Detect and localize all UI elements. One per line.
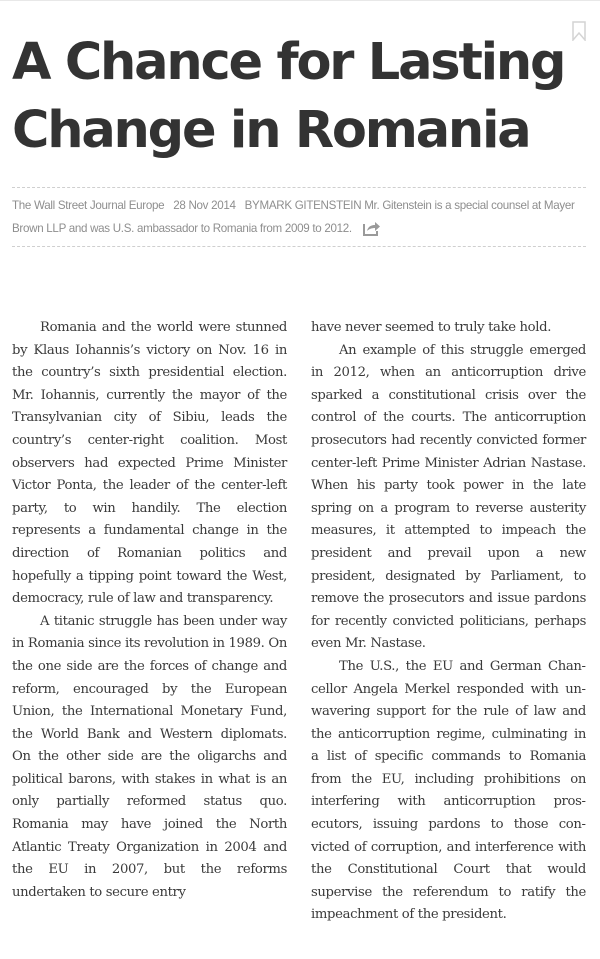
paragraph: A titanic struggle has been under way in Romania since its revolution in 1989. On the one side are the forces of change and reform, encouraged by the European Union, the International Monetary Fund, the World Bank and Western diplomats. On the other side are the oligarchs and political barons, with stakes in what is an only partially reformed status quo. Romania may have joined the North Atlantic Treaty Organization in 2004 and the EU in 2007, but the reforms undertaken to secure entry: [12, 613, 287, 900]
paragraph: An example of this struggle emerged in 2012, when an anticorruption drive sparked a constitutional crisis over the control of the courts. The anticorruption prosecutors had recently convicted former center-left Prime Minister Adrian Nastase. When his party took power in the late spring on a program to reverse austerity measures, it attempted to impeach the president and prevail upon a new president, designated by Parliament, to remove the prosecutors and issue pardons for recently convicted politicians, perhaps even Mr. Nastase.: [311, 342, 586, 652]
publication-date: 28 Nov 2014: [173, 199, 236, 212]
article-body: [12, 317, 586, 927]
paragraph-continuation: have never seemed to truly take hold.: [311, 320, 552, 335]
byline: BYMARK GITENSTEIN Mr. Gitenstein is a special counsel at Mayer Brown LLP and was U.S. ambassador to Romania from 2009 to 2012.: [12, 199, 575, 235]
article-meta: [12, 187, 586, 247]
paragraph: The U.S., the EU and German Chancellor Angela Merkel responded with unwavering support for the rule of law and the anticorruption regime, culminating in a list of specific commands to Romania from the EU, including prohibitions on interfering with anticorruption prosecutors, issuing pardons to those convicted of corruption, and interference with the Constitutional Court that would supervise the referendum to ratify the impeachment of the president.: [311, 658, 586, 923]
column-left: [12, 317, 287, 927]
bookmark-icon[interactable]: [572, 21, 586, 41]
publication-name: The Wall Street Journal Europe: [12, 199, 165, 212]
share-icon[interactable]: [363, 220, 381, 236]
paragraph: Romania and the world were stunned by Klaus Iohannis’s victory on Nov. 16 in the country’s sixth presidential election. Mr. Iohannis, currently the mayor of the Transylvanian city of Sibiu, leads the country’s center-right coalition. Most observers had expected Prime Minister Victor Ponta, the leader of the center-left party, to win handily. The election represents a fundamental change in the direction of Romanian politics and hopefully a tipping point toward the West, democracy, rule of law and transparency.: [12, 320, 287, 607]
article-title: A Chance for Lasting Change in Romania: [12, 33, 565, 160]
column-right: [311, 317, 586, 927]
